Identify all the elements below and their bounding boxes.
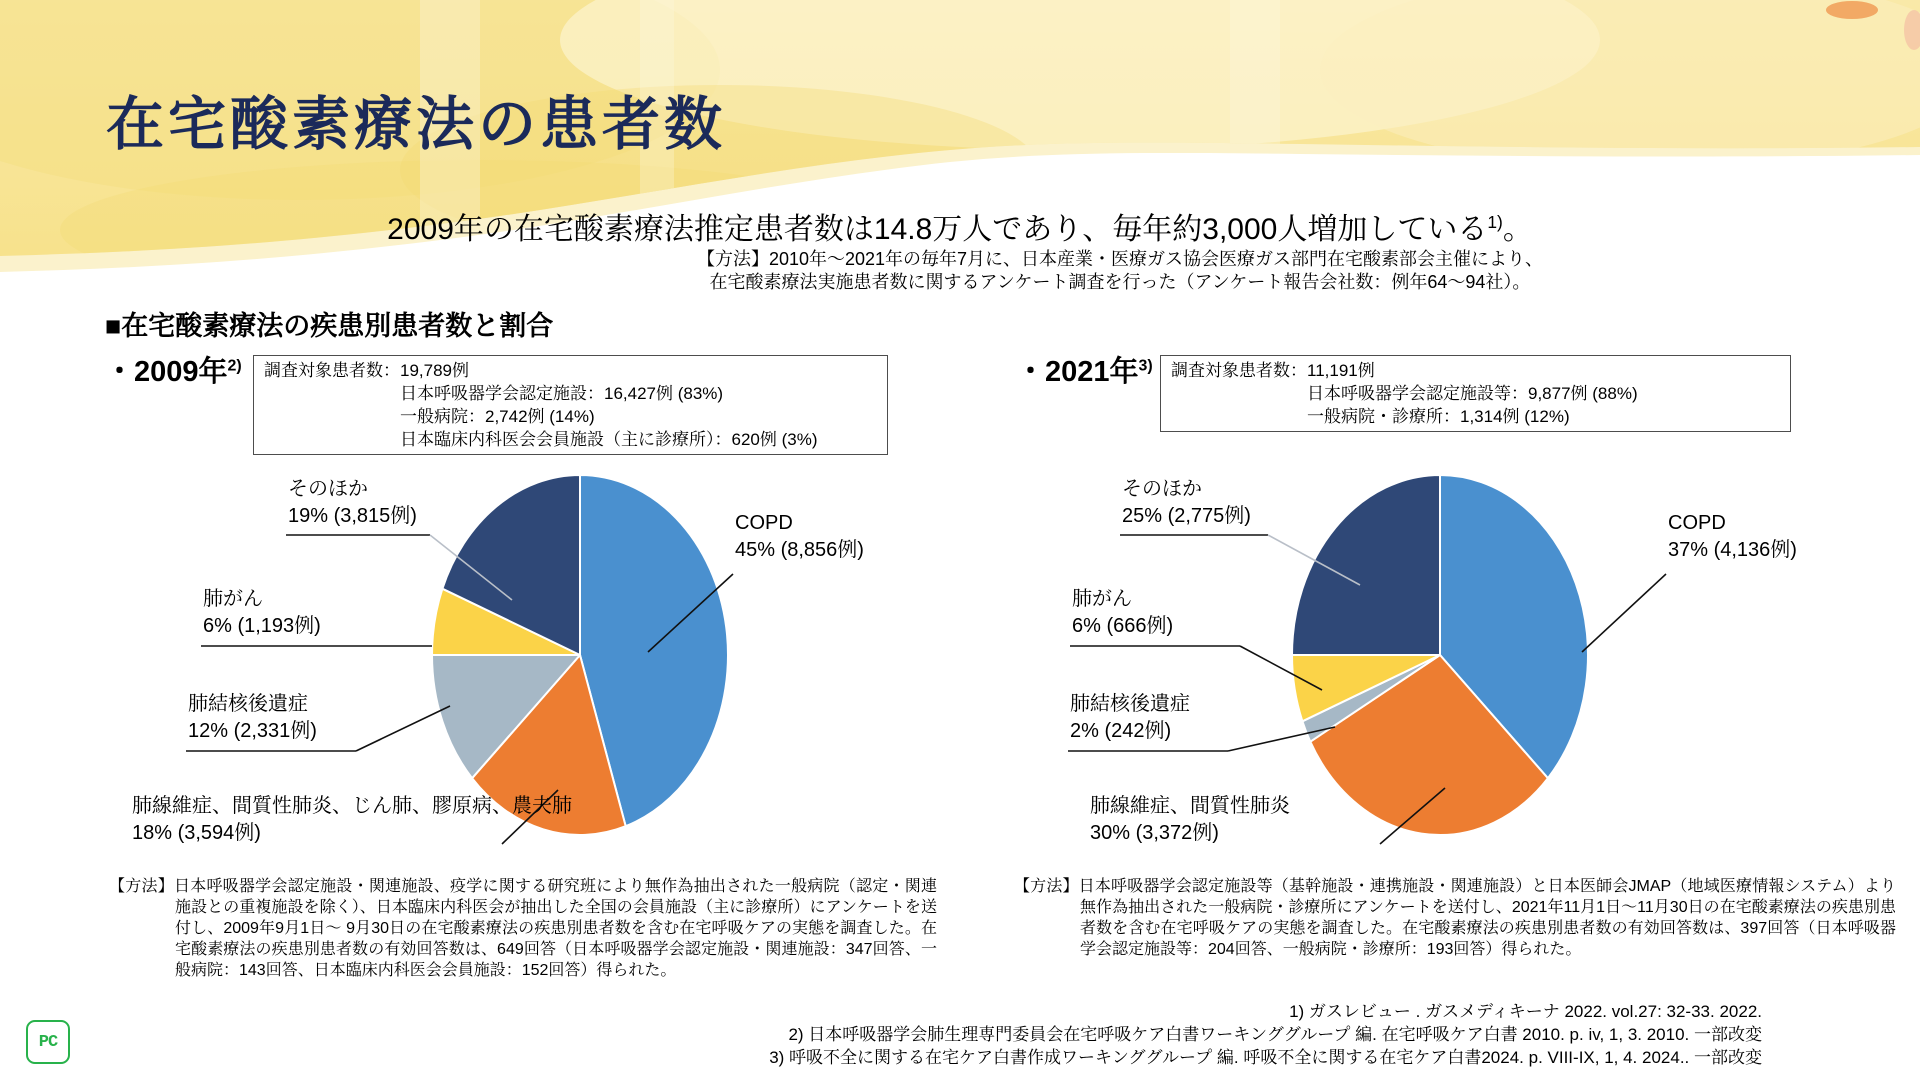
pie-label-tb-sequelae-value: 2% (242例)	[1070, 720, 1172, 742]
pie-label-tb-sequelae-name: 肺結核後遺症	[188, 693, 308, 715]
survey-box-2021-line-2: 日本呼吸器学会認定施設等：9,877例 (88%)	[1307, 384, 1638, 403]
survey-method-line-2: 在宅酸素療法実施患者数に関するアンケート調査を行った（アンケート報告会社数：例年64〜94社）。	[709, 272, 1531, 292]
pie-label-copd	[735, 510, 864, 564]
pie-label-fibrosis-name: 肺線維症、間質性肺炎、じん肺、膠原病、農夫肺	[132, 795, 572, 817]
survey-box-2021-line-3: 一般病院・診療所：1,314例 (12%)	[1307, 407, 1570, 426]
pie-label-lung-cancer-value: 6% (666例)	[1072, 615, 1174, 637]
pie-label-fibrosis-name: 肺線維症、間質性肺炎	[1090, 795, 1290, 817]
key-statement-text: 2009年の在宅酸素療法推定患者数は14.8万人であり、毎年約3,000人増加している	[387, 213, 1488, 246]
page-title: 在宅酸素療法の患者数	[106, 91, 727, 157]
pie-label-lung-cancer-value: 6% (1,193例)	[203, 615, 321, 637]
pie-label-tb-sequelae-name: 肺結核後遺症	[1070, 693, 1190, 715]
survey-box-2009-line-3: 一般病院：2,742例 (14%)	[400, 407, 595, 426]
pie-label-tb-sequelae	[1070, 691, 1190, 745]
leader-line	[1582, 574, 1666, 652]
key-statement-footnote-mark: 1)	[1487, 212, 1503, 232]
pie-label-fibrosis-value: 18% (3,594例)	[132, 822, 261, 844]
key-statement-period: 。	[1502, 213, 1533, 246]
pie-label-lung-cancer-name: 肺がん	[1072, 588, 1132, 610]
reference-3: 3) 呼吸不全に関する在宅ケア白書作成ワーキンググループ 編. 呼吸不全に関する在宅ケア白書2024. p. VIII-IX, 1, 4. 2024.. 一部改変	[769, 1048, 1762, 1067]
survey-box-2009-line-2: 日本呼吸器学会認定施設：16,427例 (83%)	[400, 384, 724, 403]
pie-label-copd-value: 37% (4,136例)	[1668, 539, 1797, 561]
pie-label-other	[1122, 476, 1251, 530]
leader-line	[356, 706, 450, 751]
pie-label-copd-name: COPD	[735, 512, 793, 534]
pie-chart-2009	[432, 475, 728, 835]
year-label-2009-text: ・2009年	[105, 356, 228, 388]
survey-box-2009-line-4: 日本臨床内科医会会員施設（主に診療所）：620例 (3%)	[400, 430, 818, 449]
pie-label-fibrosis	[1090, 793, 1290, 847]
pie-label-other-value: 19% (3,815例)	[288, 505, 417, 527]
pie-slice-other	[1292, 475, 1440, 655]
pc-logo-text: PC	[38, 1032, 58, 1052]
survey-box-2021-line-1: 調査対象患者数：11,191例	[1171, 361, 1375, 380]
pie-chart-2021	[1292, 475, 1588, 835]
pie-label-lung-cancer	[1072, 586, 1173, 640]
survey-method-line-1: 【方法】2010年〜2021年の毎年7月に、日本産業・医療ガス協会医療ガス部門在宅酸素部会主催により、	[696, 249, 1544, 269]
pie-label-lung-cancer	[203, 586, 321, 640]
pie-label-fibrosis-value: 30% (3,372例)	[1090, 822, 1219, 844]
pie-label-tb-sequelae-value: 12% (2,331例)	[188, 720, 317, 742]
pie-label-fibrosis	[132, 793, 572, 847]
section-title: ■在宅酸素療法の疾患別患者数と割合	[105, 311, 554, 341]
pie-label-other	[288, 476, 417, 530]
year-label-2021-footnote-mark: 3)	[1138, 357, 1153, 375]
pie-label-copd	[1668, 510, 1797, 564]
reference-1: 1) ガスレビュー . ガスメディキーナ 2022. vol.27: 32-33. 2022.	[1289, 1002, 1762, 1021]
pie-label-copd-name: COPD	[1668, 512, 1726, 534]
year-label-2009-footnote-mark: 2)	[227, 357, 242, 375]
method-note-2021: 【方法】日本呼吸器学会認定施設等（基幹施設・連携施設・関連施設）と日本医師会JMAP（地域医療情報システム）より無作為抽出された一般病院・診療所にアンケートを送付し、2021年11月1日〜11月30日の在宅酸素療法の疾患別患者数を含む在宅呼吸ケアの実態を調査した。在宅酸素療法の疾患別患者数の有効回答数は、397回答（日本呼吸器学会認定施設等：204回答、一般病院・診療所：193回答）得られた。	[1014, 878, 1896, 958]
pie-label-other-value: 25% (2,775例)	[1122, 505, 1251, 527]
pie-label-other-name: そのほか	[1122, 478, 1202, 500]
reference-2: 2) 日本呼吸器学会肺生理専門委員会在宅呼吸ケア白書ワーキンググループ 編. 在宅呼吸ケア白書 2010. p. iv, 1, 3. 2010. 一部改変	[788, 1025, 1762, 1044]
method-note-2009: 【方法】日本呼吸器学会認定施設・関連施設、疫学に関する研究班により無作為抽出された一般病院（認定・関連施設との重複施設を除く）、日本臨床内科医会が抽出した全国の会員施設（主に診療所）にアンケートを送付し、2009年9月1日〜 9月30日の在宅酸素療法の疾患別患者数を含む在宅呼吸ケアの実態を調査した。在宅酸素療法の疾患別患者数の有効回答数は、649回答（日本呼吸器学会認定施設・関連施設：347回答、一般病院：143回答、日本臨床内科医会会員施設：152回答）得られた。	[109, 878, 937, 979]
survey-box-2009-line-1: 調査対象患者数：19,789例	[264, 361, 469, 380]
pie-label-copd-value: 45% (8,856例)	[735, 539, 864, 561]
pie-label-lung-cancer-name: 肺がん	[203, 588, 263, 610]
pie-label-tb-sequelae	[188, 691, 317, 745]
year-label-2021-text: ・2021年	[1016, 356, 1139, 388]
pie-label-other-name: そのほか	[288, 478, 368, 500]
